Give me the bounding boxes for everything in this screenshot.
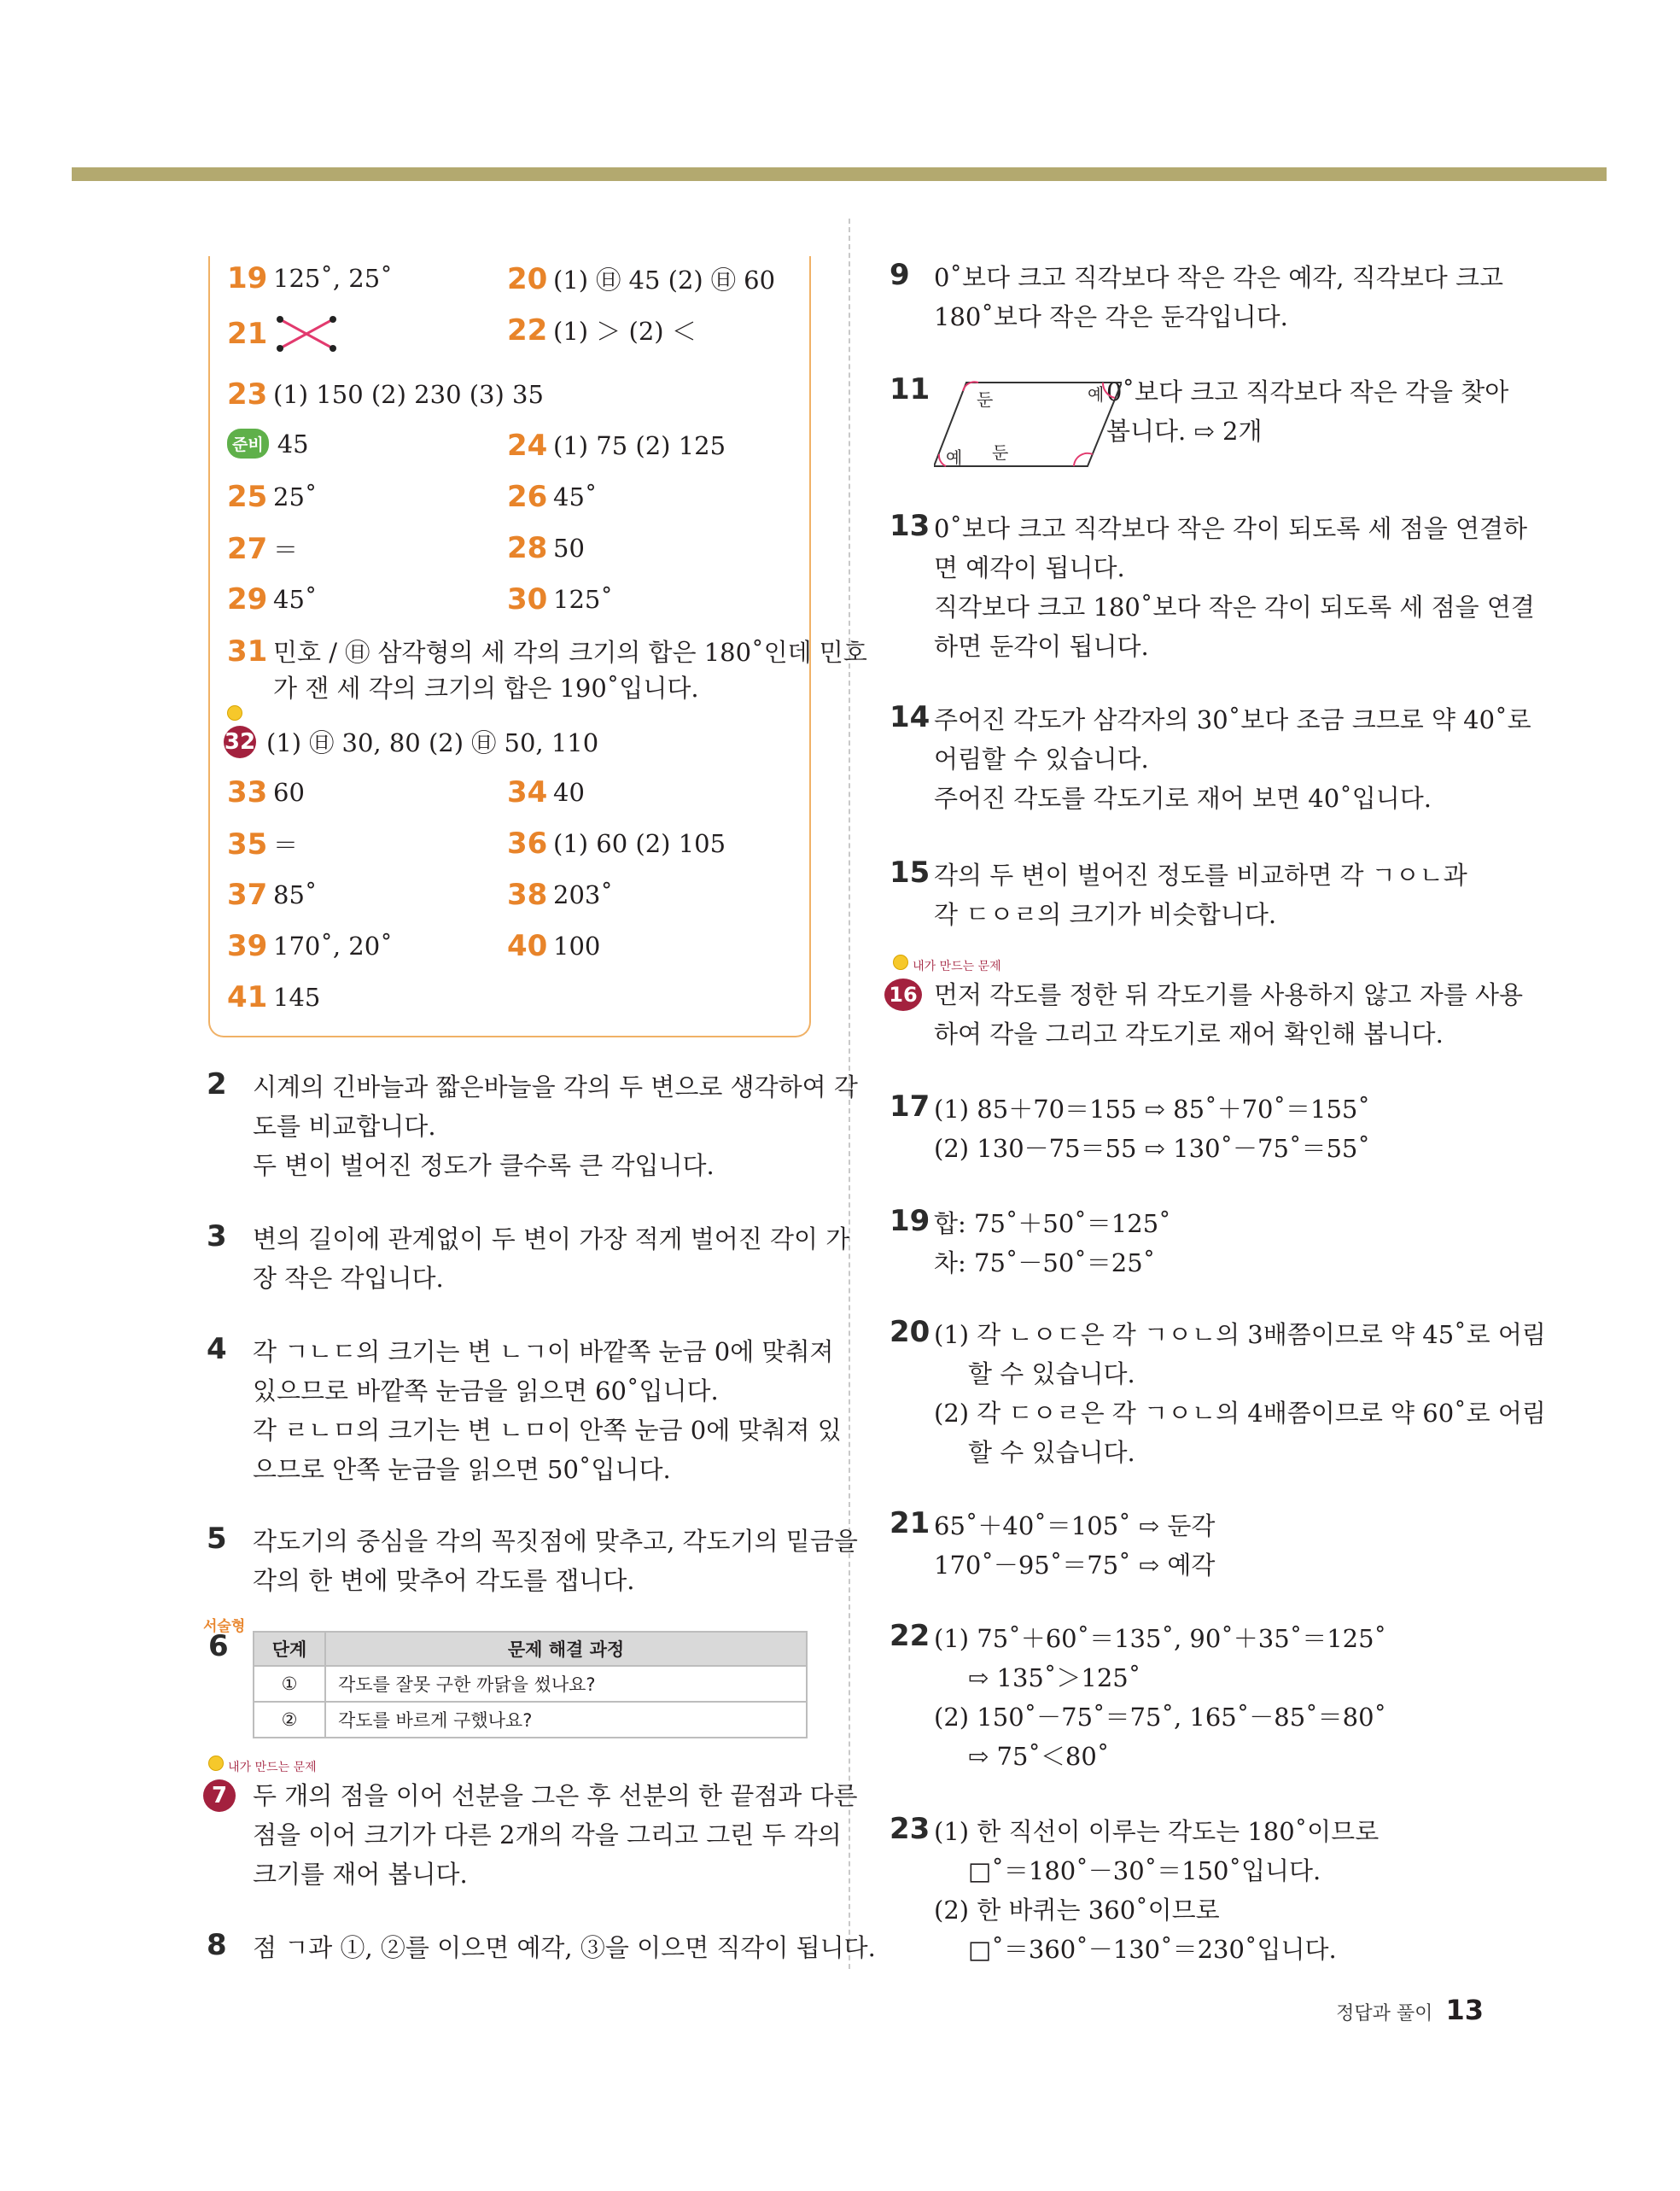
fig-label-dun-top: 둔 bbox=[977, 389, 994, 410]
solution-7: 7 두 개의 점을 이어 선분을 그은 후 선분의 한 끝점과 다른 점을 이어 크기가 다른 2개의 각을 그리고 그린 두 각의 크기를 재어 봅니다. bbox=[203, 1776, 858, 1894]
answer-24: 24 (1) 75 (2) 125 bbox=[507, 429, 726, 463]
answer-36: 36 (1) 60 (2) 105 bbox=[507, 827, 726, 861]
col-process: 문제 해결 과정 bbox=[325, 1632, 807, 1666]
answer-23: 23 (1) 150 (2) 230 (3) 35 bbox=[227, 377, 544, 412]
solution-15: 15 각의 두 변이 벌어진 정도를 비교하면 각 ㄱㅇㄴ과 각 ㄷㅇㄹ의 크기가 비슷합니다. bbox=[890, 856, 1467, 929]
answer-31: 31 민호 / ㊐ 삼각형의 세 각의 크기의 합은 180˚인데 민호 가 잰 세 각의 크기의 합은 190˚입니다. bbox=[227, 634, 867, 703]
my-problem-tag: 내가 만드는 문제 bbox=[208, 1756, 317, 1775]
solution-2: 2 시계의 긴바늘과 짧은바늘을 각의 두 변으로 생각하여 각 도를 비교합니다. 두 변이 벌어진 정도가 클수록 큰 각입니다. bbox=[207, 1067, 858, 1180]
answer-29: 29 45˚ bbox=[227, 582, 318, 616]
answer-40: 40 100 bbox=[507, 929, 601, 963]
solution-5: 5 각도기의 중심을 각의 꼭짓점에 맞추고, 각도기의 밑금을 각의 한 변에 맞추어 각도를 잽니다. bbox=[207, 1522, 858, 1595]
step-2: ② bbox=[254, 1702, 325, 1738]
step-2-desc: 각도를 바르게 구했나요? bbox=[325, 1702, 807, 1738]
answer-25: 25 25˚ bbox=[227, 480, 318, 514]
answer-41: 41 145 bbox=[227, 980, 321, 1014]
cross-lines-figure bbox=[273, 313, 341, 355]
page-number: 13 bbox=[1445, 1994, 1484, 2026]
step-1: ① bbox=[254, 1666, 325, 1702]
answer-22: 22 (1) ＞ (2) ＜ bbox=[507, 313, 697, 348]
footer-label: 정답과 풀이 bbox=[1336, 2003, 1433, 2024]
solution-13: 13 0˚보다 크고 직각보다 작은 각이 되도록 세 점을 연결하 면 예각이 됩니다. 직각보다 크고 180˚보다 작은 각이 되도록 세 점을 연결 하면 둔각이 됩니다. bbox=[890, 509, 1535, 661]
solution-16: 16 먼저 각도를 정한 뒤 각도기를 사용하지 않고 자를 사용 하여 각을 그리고 각도기로 재어 확인해 봅니다. bbox=[884, 975, 1523, 1054]
answer-28: 28 50 bbox=[507, 531, 585, 565]
scoring-table bbox=[253, 1631, 808, 1738]
solution-9: 9 0˚보다 크고 직각보다 작은 각은 예각, 직각보다 크고 180˚보다 작은 각은 둔각입니다. bbox=[890, 258, 1503, 331]
answer-38: 38 203˚ bbox=[507, 878, 613, 912]
solution-6-number: 6 bbox=[208, 1629, 229, 1663]
smile-icon bbox=[227, 705, 242, 724]
answer-27: 27 ＝ bbox=[227, 531, 299, 566]
answer-junbi: 준비 45 bbox=[227, 429, 309, 459]
col-step: 단계 bbox=[254, 1632, 325, 1666]
solution-3: 3 변의 길이에 관계없이 두 변이 가장 적게 벌어진 각이 가 장 작은 각입니다. bbox=[207, 1219, 850, 1293]
step-1-desc: 각도를 잘못 구한 까닭을 썼나요? bbox=[325, 1666, 807, 1702]
fig-label-ye-top: 예 bbox=[1088, 384, 1105, 405]
answer-21: 21 bbox=[227, 313, 341, 355]
page-footer bbox=[1336, 1994, 1484, 2026]
answer-30: 30 125˚ bbox=[507, 582, 613, 616]
answer-39: 39 170˚, 20˚ bbox=[227, 929, 393, 963]
seosulhyeong-tag: 서술형 bbox=[203, 1618, 246, 1635]
solution-20: 20 (1) 각 ㄴㅇㄷ은 각 ㄱㅇㄴ의 3배쯤이므로 약 45˚로 어림 할 수 있습니다. (2) 각 ㄷㅇㄹ은 각 ㄱㅇㄴ의 4배쯤이므로 약 60˚로 어림 할 수 있습니다. bbox=[890, 1315, 1546, 1467]
answer-33: 33 60 bbox=[227, 775, 305, 809]
answer-19: 19 125˚, 25˚ bbox=[227, 261, 393, 295]
answer-32: 32 (1) ㊐ 30, 80 (2) ㊐ 50, 110 bbox=[224, 724, 598, 759]
solution-14: 14 주어진 각도가 삼각자의 30˚보다 조금 크므로 약 40˚로 어림할 수 있습니다. 주어진 각도를 각도기로 재어 보면 40˚입니다. bbox=[890, 700, 1531, 813]
answer-35: 35 ＝ bbox=[227, 827, 299, 862]
header-rule bbox=[72, 167, 1607, 181]
answer-34: 34 40 bbox=[507, 775, 585, 809]
fig-label-ye-bottom: 예 bbox=[946, 447, 963, 468]
my-problem-tag-16: 내가 만드는 문제 bbox=[893, 955, 1001, 974]
solution-4: 4 각 ㄱㄴㄷ의 크기는 변 ㄴㄱ이 바깥쪽 눈금 0에 맞춰져 있으므로 바깥쪽 눈금을 읽으면 60˚입니다. 각 ㄹㄴㅁ의 크기는 변 ㄴㅁ이 안쪽 눈금 0에 맞춰져 있 으므로 안쪽 눈금을 읽으면 50˚입니다. bbox=[207, 1332, 842, 1484]
solution-11: 11 둔 예 예 둔 0˚보다 크고 직각보다 작은 각을 찾아 봅니다. ⇨ 2개 bbox=[890, 372, 1508, 451]
solution-8: 8 점 ㄱ과 ①, ②를 이으면 예각, ③을 이으면 직각이 됩니다. bbox=[207, 1928, 876, 1962]
answer-37: 37 85˚ bbox=[227, 878, 318, 912]
solution-22: 22 (1) 75˚＋60˚＝135˚, 90˚＋35˚＝125˚ ⇨ 135˚＞125˚ (2) 150˚－75˚＝75˚, 165˚－85˚＝80˚ ⇨ 75˚＜80˚ bbox=[890, 1619, 1387, 1771]
fig-label-dun-bottom: 둔 bbox=[992, 442, 1009, 463]
solution-21: 21 65˚＋40˚＝105˚ ⇨ 둔각 170˚－95˚＝75˚ ⇨ 예각 bbox=[890, 1506, 1216, 1580]
solution-23: 23 (1) 한 직선이 이루는 각도는 180˚이므로 □˚＝180˚－30˚＝150˚입니다. (2) 한 바퀴는 360˚이므로 □˚＝360˚－130˚＝230˚입니다. bbox=[890, 1812, 1380, 1964]
answer-26: 26 45˚ bbox=[507, 480, 598, 514]
answer-20: 20 (1) ㊐ 45 (2) ㊐ 60 bbox=[507, 261, 776, 296]
solution-17: 17 (1) 85＋70＝155 ⇨ 85˚＋70˚＝155˚ (2) 130－75＝55 ⇨ 130˚－75˚＝55˚ bbox=[890, 1090, 1370, 1163]
solution-19: 19 합: 75˚＋50˚＝125˚ 차: 75˚－50˚＝25˚ bbox=[890, 1204, 1171, 1277]
